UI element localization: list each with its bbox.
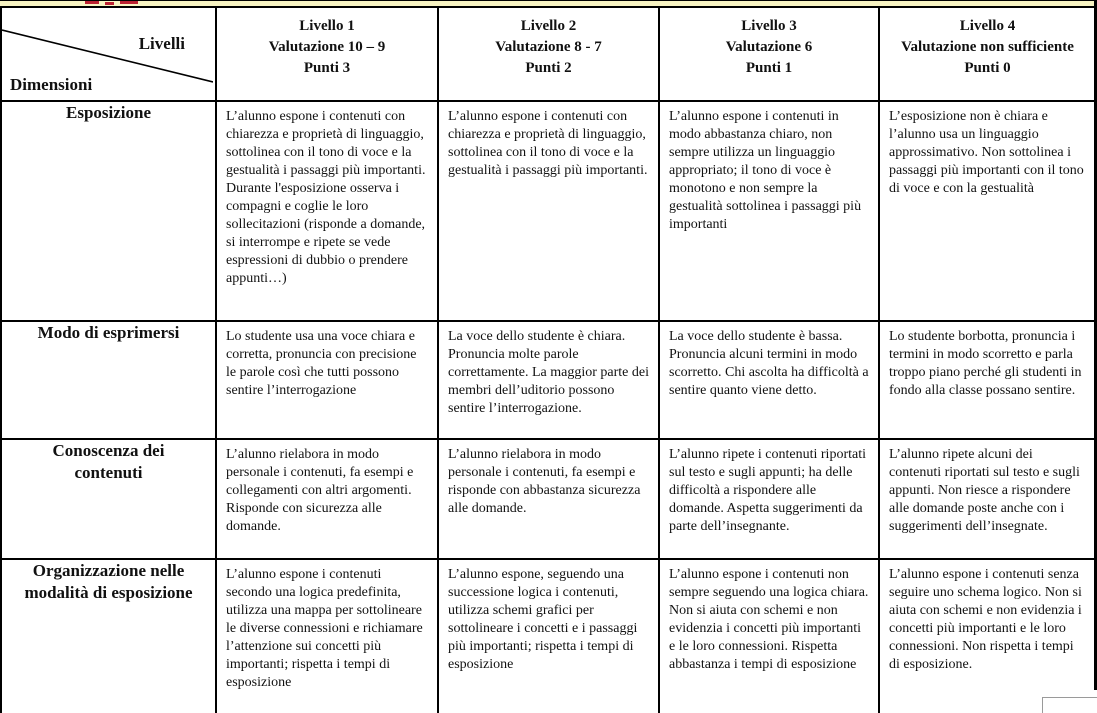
evaluation-rubric-table [0, 6, 1097, 713]
level-valutazione: Valutazione non sufficiente [901, 39, 1074, 55]
rubric-cell [438, 321, 659, 439]
level-4-header [879, 7, 1096, 101]
dimension-label: Organizzazione nelle modalità di esposizione [24, 561, 193, 602]
dimension-label-cell [1, 101, 216, 321]
level-3-header [659, 7, 879, 101]
rubric-cell [216, 559, 438, 713]
cell-text: Lo studente borbotta, pronuncia i termini in modo scorretto e parla troppo piano perché gli studenti in fondo alla classe possano sentire. [889, 329, 1082, 398]
level-title: Livello 4 [959, 18, 1016, 34]
corner-label-livelli: Livelli [138, 34, 185, 53]
cell-text: L’alunno ripete alcuni dei contenuti riportati sul testo e sugli appunti. Non riesce a rispondere alle domande poste anche con i suggerimenti dell’insegnate. [889, 447, 1080, 534]
level-title: Livello 2 [520, 18, 577, 34]
rubric-cell [659, 559, 879, 713]
level-valutazione: Valutazione 6 [725, 39, 813, 55]
corner-label-dimensioni: Dimensioni [10, 75, 93, 94]
cell-text: L’alunno ripete i contenuti riportati sul testo e sugli appunti; ha delle difficoltà a rispondere alle domande. Aspetta suggerimenti da parte dell’insegnante. [669, 447, 866, 534]
cell-text: L’alunno espone i contenuti con chiarezza e proprietà di linguaggio, sottolinea con il tono di voce e la gestualità i passaggi più importanti. Durante l'esposizione osserva i compagni e coglie le loro sollecitazioni (risponde a domande, si interrompe e ripete se vede espressioni di dubbio o prendere appunti…) [226, 109, 426, 286]
cell-text: Lo studente usa una voce chiara e corretta, pronuncia con precisione le parole così che tutti possono sentire l’interrogazione [226, 329, 417, 398]
cell-text: L’alunno espone i contenuti con chiarezza e proprietà di linguaggio, sottolinea con il tono di voce e la gestualità i passaggi più importanti. [448, 109, 648, 178]
cell-text: L’alunno rielabora in modo personale i contenuti, fa esempi e risponde con abbastanza sicurezza alle domande. [448, 447, 641, 516]
rubric-cell [879, 101, 1096, 321]
cell-text: L’alunno espone, seguendo una successione logica i contenuti, utilizza schemi grafici per sottolineare i concetti e i passaggi più importanti; rispetta i tempi di esposizione [448, 567, 638, 672]
row-organizzazione [1, 559, 1096, 713]
cell-text: L’alunno espone i contenuti secondo una logica predefinita, utilizza una mappa per sottolineare le diverse connessioni e richiamare l’attenzione sui concetti più importanti; rispetta i tempi di esposizione [226, 567, 423, 690]
cell-text: L’alunno espone i contenuti non sempre seguendo una logica chiara. Non si aiuta con schemi e non evidenzia i concetti più importanti e le loro connessioni. Rispetta abbastanza i tempi di esposizione [669, 567, 869, 672]
level-2-header [438, 7, 659, 101]
cell-text: La voce dello studente è bassa. Pronuncia alcuni termini in modo scorretto. Chi ascolta ha difficoltà a sentire quanto viene detto. [669, 329, 869, 398]
dimension-label: Conoscenza dei contenuti [52, 441, 165, 482]
level-punti: Punti 0 [964, 60, 1011, 76]
dimension-label-cell [1, 439, 216, 559]
rubric-cell [438, 439, 659, 559]
dimension-label-cell [1, 321, 216, 439]
level-punti: Punti 2 [525, 60, 572, 76]
rubric-cell [216, 439, 438, 559]
cell-text: L’esposizione non è chiara e l’alunno usa un linguaggio approssimativo. Non sottolinea i passaggi più importanti con il tono di voce e con la gestualità [889, 109, 1084, 196]
cell-text: L’alunno espone i contenuti in modo abbastanza chiaro, non sempre utilizza un linguaggio appropriato; il tono di voce è monotono e non sempre la gestualità sottolinea i passaggi più importanti [669, 109, 862, 232]
rubric-cell [659, 439, 879, 559]
red-mark [85, 1, 99, 4]
dimension-label: Esposizione [65, 103, 152, 122]
rubric-cell [879, 439, 1096, 559]
level-punti: Punti 1 [745, 60, 793, 76]
cell-text: La voce dello studente è chiara. Pronuncia molte parole correttamente. La maggior parte dei membri dell’uditorio possono sentire l’interrogazione. [448, 329, 649, 416]
rubric-cell [879, 321, 1096, 439]
level-valutazione: Valutazione 8 - 7 [495, 39, 602, 55]
level-punti: Punti 3 [303, 60, 351, 76]
dimension-label: Modo di esprimersi [37, 323, 180, 342]
rubric-cell [438, 559, 659, 713]
rubric-cell [659, 321, 879, 439]
rubric-cell [438, 101, 659, 321]
page-corner-box [1042, 697, 1097, 713]
level-title: Livello 3 [741, 18, 797, 34]
level-1-header [216, 7, 438, 101]
rubric-cell [216, 101, 438, 321]
rubric-cell [659, 101, 879, 321]
level-valutazione: Valutazione 10 – 9 [268, 39, 386, 55]
corner-cell [1, 7, 216, 101]
red-mark [120, 1, 138, 4]
dimension-label-cell [1, 559, 216, 713]
row-modo-di-esprimersi [1, 321, 1096, 439]
rubric-cell [216, 321, 438, 439]
level-title: Livello 1 [299, 18, 355, 34]
cell-text: L’alunno espone i contenuti senza seguire uno schema logico. Non si aiuta con schemi e non evidenzia i concetti più importanti e le loro connessioni. Non rispetta i tempi di esposizione. [889, 567, 1082, 672]
cell-text: L’alunno rielabora in modo personale i contenuti, fa esempi e collegamenti con altri argomenti. Risponde con sicurezza alle domande. [226, 447, 414, 534]
red-mark [105, 2, 114, 5]
row-conoscenza-dei-contenuti [1, 439, 1096, 559]
header-row [1, 7, 1096, 101]
row-esposizione [1, 101, 1096, 321]
rubric-cell [879, 559, 1096, 713]
